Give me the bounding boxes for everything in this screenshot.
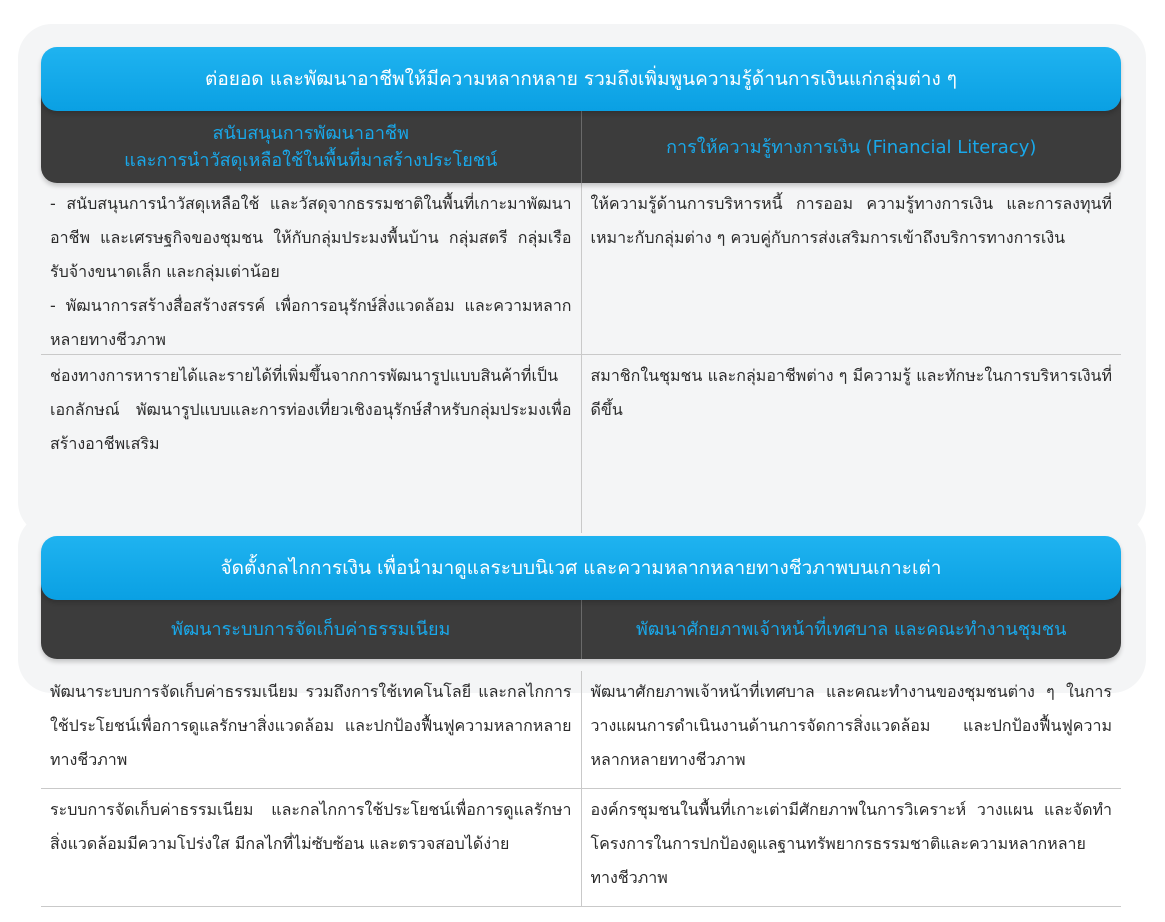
table-row [41, 183, 1121, 354]
section1-right-header-text: การให้ความรู้ทางการเงิน (Financial Literacy) [666, 136, 1037, 158]
section2-row2-left [41, 789, 582, 906]
table-row [41, 788, 1121, 907]
section1-row1-right [582, 183, 1122, 354]
paragraph: - พัฒนาการสร้างสื่อสร้างสรรค์ เพื่อการอนุรักษ์สิ่งแวดล้อม และความหลากหลายทางชีวภาพ [50, 296, 572, 349]
section1-left-header-line1: สนับสนุนการพัฒนาอาชีพ [212, 123, 410, 144]
section1-left-header-line2: และการนำวัสดุเหลือใช้ในพื้นที่มาสร้างประโยชน์ [124, 150, 498, 171]
section2-row1-left [41, 671, 582, 788]
table-row [41, 354, 1121, 533]
paragraph: - สนับสนุนการนำวัสดุเหลือใช้ และวัสดุจากธรรมชาติในพื้นที่เกาะมาพัฒนาอาชีพ และเศรษฐกิจของชุมชน ให้กับกลุ่มประมงพื้นบ้าน กลุ่มสตรี กลุ่มเรือรับจ้างขนาดเล็ก และกลุ่มเต่าน้อย [50, 194, 572, 281]
paragraph: พัฒนาศักยภาพเจ้าหน้าที่เทศบาล และคณะทำงานของชุมชนต่าง ๆ ในการวางแผนการดำเนินงานด้านการจัดการสิ่งแวดล้อม และปกป้องฟื้นฟูความหลากหลายทางชีวภาพ [590, 682, 1112, 769]
section1-row2-left [41, 355, 582, 533]
section2-banner [41, 536, 1121, 600]
paragraph: สมาชิกในชุมชน และกลุ่มอาชีพต่าง ๆ มีความรู้ และทักษะในการบริหารเงินที่ดีขึ้น [590, 366, 1112, 419]
paragraph: องค์กรชุมชนในพื้นที่เกาะเต่ามีศักยภาพในการวิเคราะห์ วางแผน และจัดทำโครงการในการปกป้องดูแลฐานทรัพยากรธรรมชาติและความหลากหลายทางชีวภาพ [590, 800, 1112, 887]
section2-banner-title: จัดตั้งกลไกการเงิน เพื่อนำมาดูแลระบบนิเวศ และความหลากหลายทางชีวภาพบนเกาะเต่า [220, 557, 942, 579]
section-1 [41, 47, 1121, 533]
section1-banner [41, 47, 1121, 111]
section1-banner-title: ต่อยอด และพัฒนาอาชีพให้มีความหลากหลาย รวมถึงเพิ่มพูนความรู้ด้านการเงินแก่กลุ่มต่าง ๆ [205, 68, 957, 90]
section-2 [41, 536, 1121, 907]
section1-row2-right [582, 355, 1122, 533]
paragraph: พัฒนาระบบการจัดเก็บค่าธรรมเนียม รวมถึงการใช้เทคโนโลยี และกลไกการใช้ประโยชน์เพื่อการดูแลรักษาสิ่งแวดล้อม และปกป้องฟื้นฟูความหลากหลายทางชีวภาพ [50, 682, 572, 769]
section2-left-header-text: พัฒนาระบบการจัดเก็บค่าธรรมเนียม [171, 619, 451, 640]
table-row [41, 659, 1121, 788]
paragraph: ระบบการจัดเก็บค่าธรรมเนียม และกลไกการใช้ประโยชน์เพื่อการดูแลรักษาสิ่งแวดล้อมมีความโปร่งใส มีกลไกที่ไม่ซับซ้อน และตรวจสอบได้ง่าย [50, 800, 572, 853]
paragraph: ให้ความรู้ด้านการบริหารหนี้ การออม ความรู้ทางการเงิน และการลงทุนที่เหมาะกับกลุ่มต่าง ๆ ควบคู่กับการส่งเสริมการเข้าถึงบริการทางการเงิน [590, 194, 1112, 247]
section2-row2-right [582, 789, 1122, 906]
paragraph: ช่องทางการหารายได้และรายได้ที่เพิ่มขึ้นจากการพัฒนารูปแบบสินค้าที่เป็นเอกลักษณ์ พัฒนารูปแบบและการท่องเที่ยวเชิงอนุรักษ์สำหรับกลุ่มประมงเพื่อสร้างอาชีพเสริม [50, 366, 572, 453]
section2-right-header-text: พัฒนาศักยภาพเจ้าหน้าที่เทศบาล และคณะทำงานชุมชน [636, 619, 1067, 640]
section1-row1-left [41, 183, 582, 354]
section2-row1-right [582, 671, 1122, 788]
